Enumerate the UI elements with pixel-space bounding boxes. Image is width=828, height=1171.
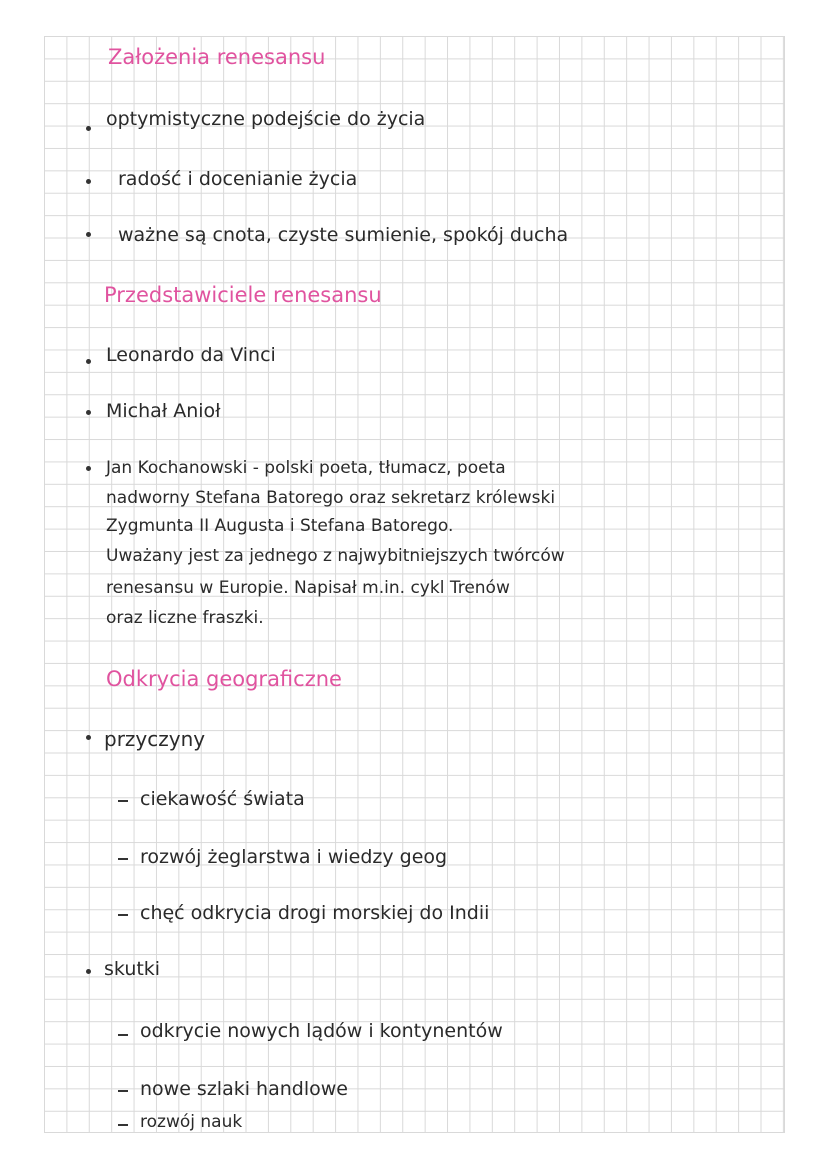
list-item: ważne są cnota, czyste sumienie, spokój ducha (118, 224, 569, 246)
bullet-point (86, 735, 91, 740)
dash-marker (118, 1124, 128, 1126)
heading-zalozenia: Założenia renesansu (108, 45, 326, 69)
heading-odkrycia: Odkrycia geograficzne (106, 667, 342, 691)
heading-przedstawiciele: Przedstawiciele renesansu (104, 283, 382, 307)
list-item: Leonardo da Vinci (106, 344, 276, 366)
list-item: rozwój nauk (140, 1112, 243, 1132)
kochanowski-line: Uważany jest za jednego z najwybitniejszych twórców (106, 546, 565, 566)
bullet-point (86, 232, 91, 237)
bullet-point (86, 126, 91, 131)
bullet-point (86, 466, 91, 471)
dash-marker (118, 1034, 128, 1036)
bullet-point (86, 410, 91, 415)
list-item: nowe szlaki handlowe (140, 1078, 348, 1100)
kochanowski-line: Zygmunta II Augusta i Stefana Batorego. (106, 516, 454, 536)
bullet-point (86, 179, 91, 184)
kochanowski-line: oraz liczne fraszki. (106, 608, 264, 628)
kochanowski-line: nadworny Stefana Batorego oraz sekretarz królewski (106, 488, 556, 508)
list-item: radość i docenianie życia (118, 168, 358, 190)
list-item: rozwój żeglarstwa i wiedzy geog (140, 846, 448, 868)
list-item: optymistyczne podejście do życia (106, 108, 426, 130)
list-item: odkrycie nowych lądów i kontynentów (140, 1020, 503, 1042)
dash-marker (118, 858, 128, 860)
list-item: Michał Anioł (106, 400, 221, 422)
list-item: chęć odkrycia drogi morskiej do Indii (140, 902, 490, 924)
sublist-label-przyczyny: przyczyny (104, 727, 206, 751)
bullet-point (86, 969, 91, 974)
dash-marker (118, 800, 128, 802)
sublist-label-skutki: skutki (104, 958, 161, 980)
bullet-point (86, 359, 91, 364)
kochanowski-line: Jan Kochanowski - polski poeta, tłumacz, poeta (106, 458, 506, 478)
list-item: ciekawość świata (140, 788, 305, 810)
kochanowski-line: renesansu w Europie. Napisał m.in. cykl Trenów (106, 578, 510, 598)
dash-marker (118, 914, 128, 916)
dash-marker (118, 1090, 128, 1092)
